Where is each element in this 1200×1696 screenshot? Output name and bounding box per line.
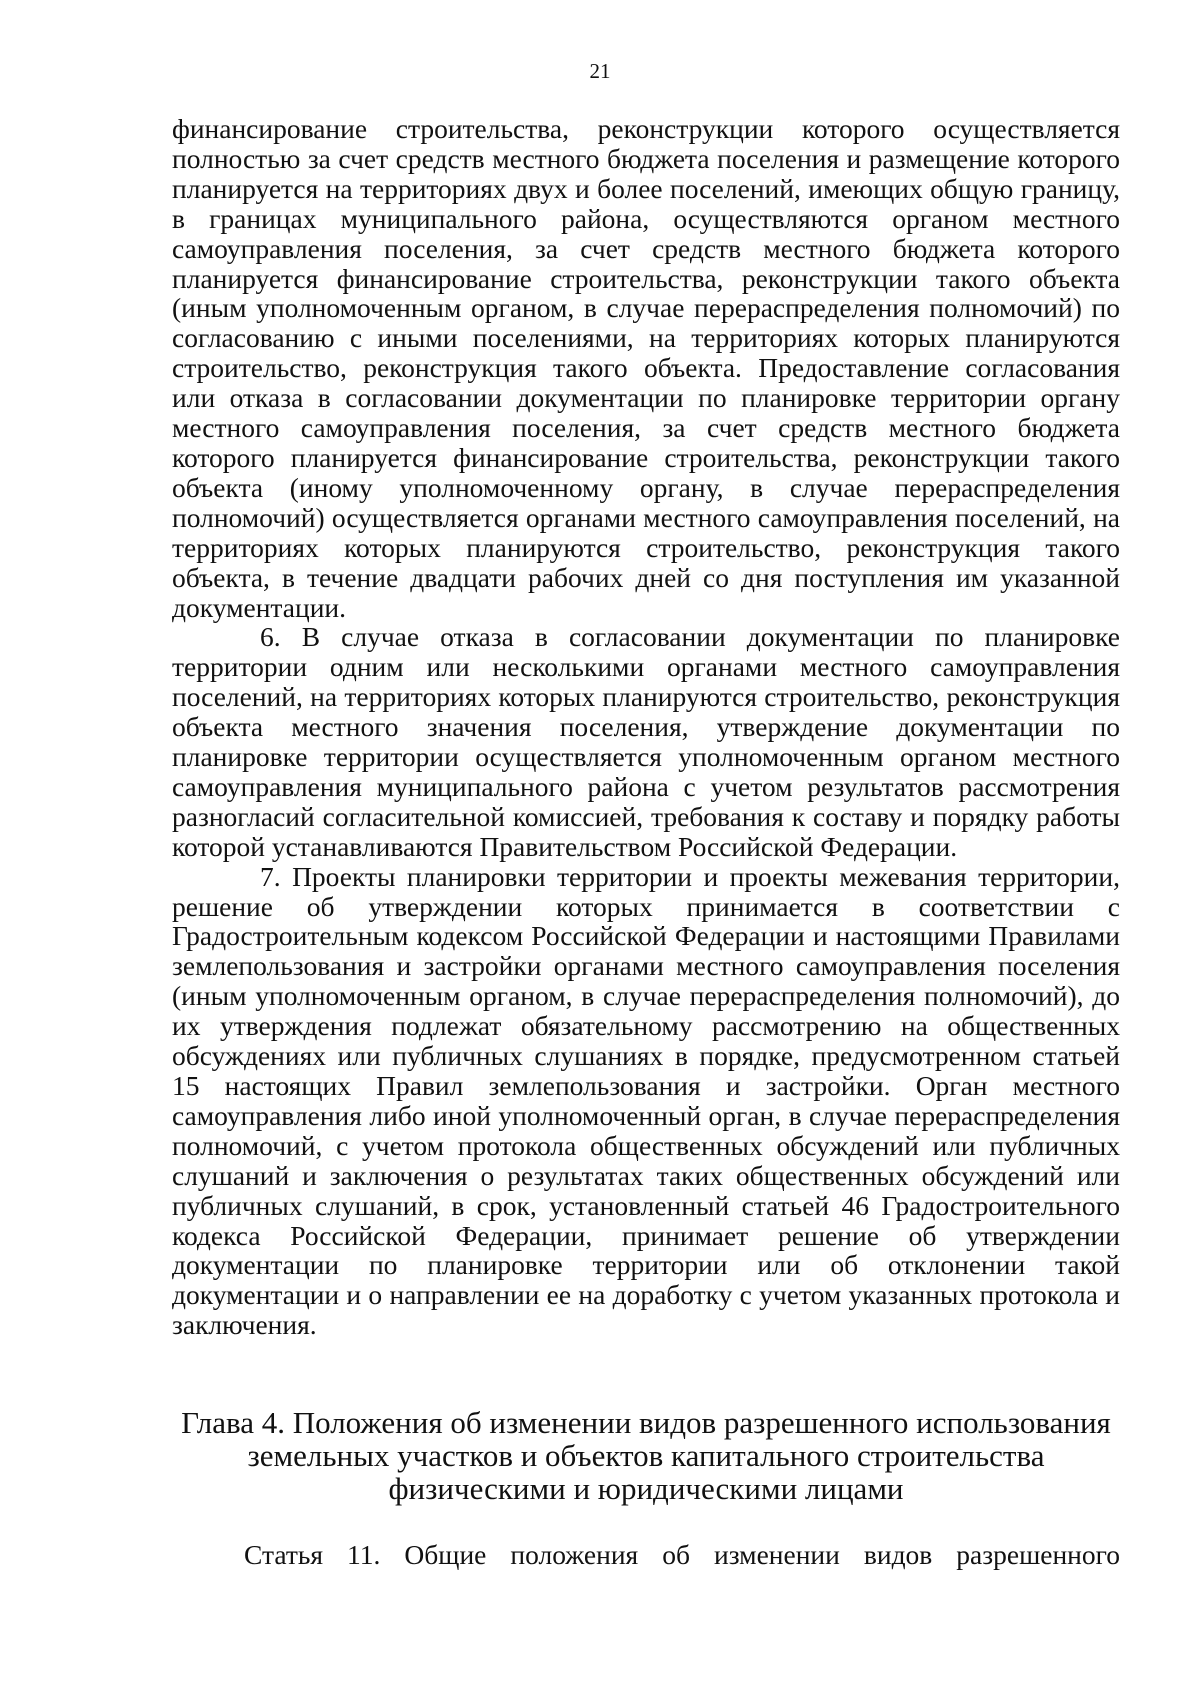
paragraph-item-7: 7. Проекты планировки территории и проекты межевания территории, решение об утверждении которых принимается в соответствии с Градостроительным кодексом Российской Федерации и настоящими Правилами землепользования и застройки органами местного самоуправления поселения (иным уполномоченным органом, в случае перераспределения полномочий), до их утверждения подлежат обязательному рассмотрению на общественных обсуждениях или публичных слушаниях в порядке, предусмотренном статьей 15 настоящих Правил землепользования и застройки. Орган местного самоуправления либо иной уполномоченный орган, в случае перераспределения полномочий, с учетом протокола общественных обсуждений или публичных слушаний и заключения о результатах таких общественных обсуждений или публичных слушаний, в срок, установленный статьей 46 Градостроительного кодекса Российской Федерации, принимает решение об утверждении документации по планировке территории или об отклонении такой документации и о направлении ее на доработку с учетом указанных протокола и заключения. bbox=[172, 860, 1120, 1341]
paragraph-continuation: финансирование строительства, реконструкции которого осуществляется полностью за счет средств местного бюджета поселения и размещение которого планируется на территориях двух и более поселений, имеющих общую границу, в границах муниципального района, осуществляются органом местного самоуправления поселения, за счет средств местного бюджета которого планируется финансирование строительства, реконструкции такого объекта (иным уполномоченным органом, в случае перераспределения полномочий) по согласованию с иными поселениями, на территориях которых планируются строительство, реконструкция такого объекта. Предоставление согласования или отказа в согласовании документации по планировке территории органу местного самоуправления поселения, за счет средств местного бюджета которого планируется финансирование строительства, реконструкции такого объекта (иному уполномоченному органу, в случае перераспределения полномочий) осуществляется органами местного самоуправления поселений, на территориях которых планируются строительство, реконструкция такого объекта, в течение двадцати рабочих дней со дня поступления им указанной документации. bbox=[172, 113, 1120, 623]
article-heading: Статья 11. Общие положения об изменении видов разрешенного bbox=[244, 1539, 1120, 1570]
body-text bbox=[172, 114, 1120, 1340]
page-number: 21 bbox=[589, 59, 611, 83]
paragraph-item-6: 6. В случае отказа в согласовании документации по планировке территории одним или несколькими органами местного самоуправления поселений, на территориях которых планируются строительство, реконструкция объекта местного значения поселения, утверждение документации по планировке территории осуществляется уполномоченным органом местного самоуправления муниципального района с учетом результатов рассмотрения разногласий согласительной комиссией, требования к составу и порядку работы которой устанавливаются Правительством Российской Федерации. bbox=[172, 621, 1120, 862]
chapter-heading: Глава 4. Положения об изменении видов разрешенного использования земельных участков и объектов капитального строительства физическими и юридическими лицами bbox=[181, 1405, 1111, 1506]
